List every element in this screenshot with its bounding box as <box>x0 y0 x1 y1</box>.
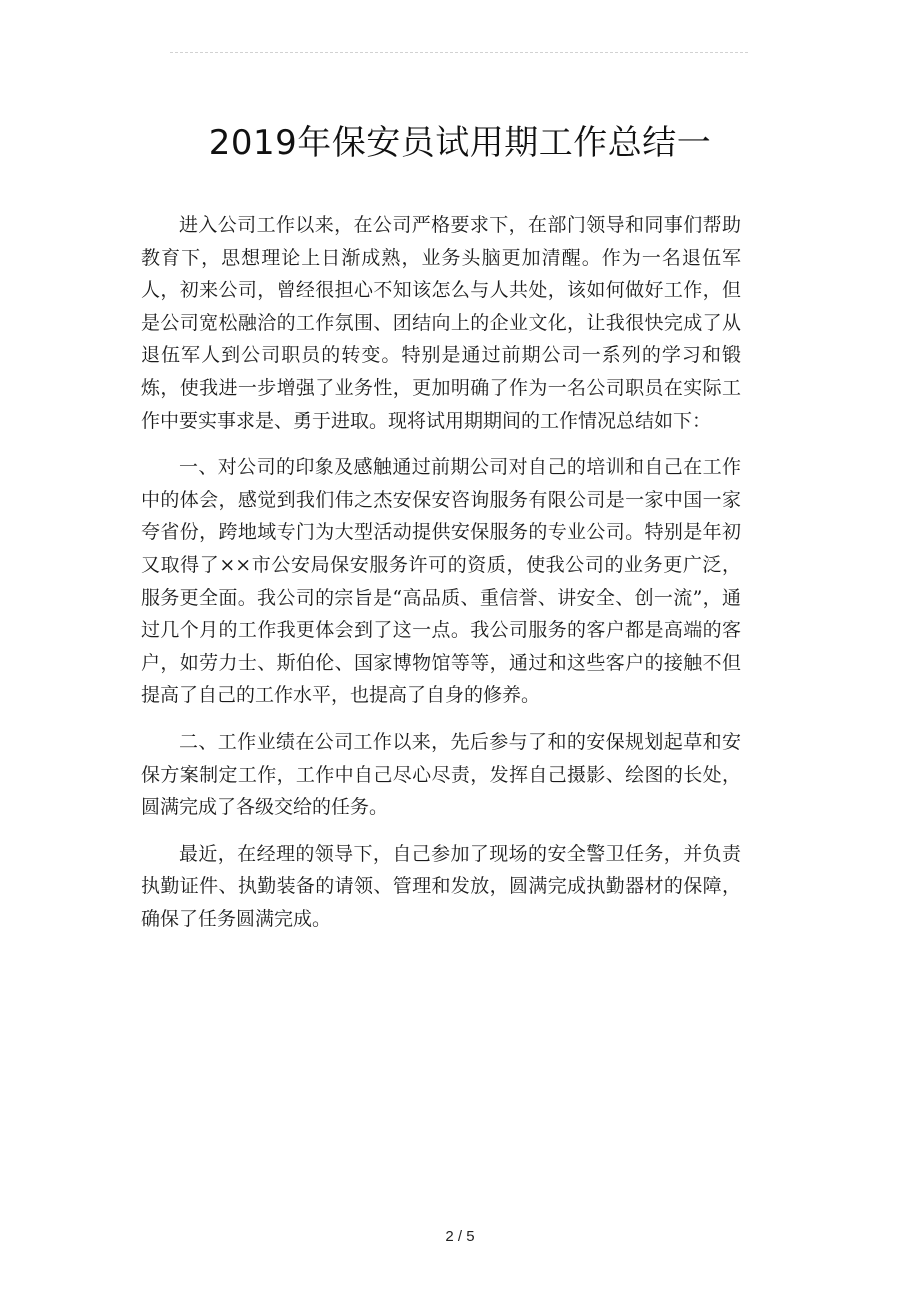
paragraph-recent-work: 最近，在经理的领导下，自己参加了现场的安全警卫任务，并负责执勤证件、执勤装备的请领、管理和发放，圆满完成执勤器材的保障，确保了任务圆满完成。 <box>141 842 741 930</box>
paragraph-section-two: 二、工作业绩在公司工作以来，先后参与了和的安保规划起草和安保方案制定工作，工作中自己尽心尽责，发挥自己摄影、绘图的长处，圆满完成了各级交给的任务。 <box>141 730 741 819</box>
page-number: 2 / 5 <box>445 1228 475 1245</box>
document-title: 2019年保安员试用期工作总结一 <box>208 123 712 163</box>
header-divider <box>170 52 748 53</box>
paragraph-intro: 进入公司工作以来，在公司严格要求下，在部门领导和同事们帮助教育下，思想理论上日渐成熟，业务头脑更加清醒。作为一名退伍军人，初来公司，曾经很担心不知该怎么与人共处，该如何做好工作，但是公司宽松融洽的工作氛围、团结向上的企业文化，让我很快完成了从退伍军人到公司职员的转变。特别是通过前期公司一系列的学习和锻炼，使我进一步增强了业务性，更加明确了作为一名公司职员在实际工作中要实事求是、勇于进取。现将试用期期间的工作情况总结如下： <box>141 214 741 432</box>
document-body <box>141 209 741 935</box>
paragraph-section-one: 一、对公司的印象及感触通过前期公司对自己的培训和自己在工作中的体会，感觉到我们伟之杰安保安咨询服务有限公司是一家中国一家夸省份，跨地域专门为大型活动提供安保服务的专业公司。特别是年初又取得了××市公安局保安服务许可的资质，使我公司的业务更广泛，服务更全面。我公司的宗旨是“高品质、重信誉、讲安全、创一流”，通过几个月的工作我更体会到了这一点。我公司服务的客户都是高端的客户，如劳力士、斯伯伦、国家博物馆等等，通过和这些客户的接触不但提高了自己的工作水平，也提高了自身的修养。 <box>141 456 741 707</box>
